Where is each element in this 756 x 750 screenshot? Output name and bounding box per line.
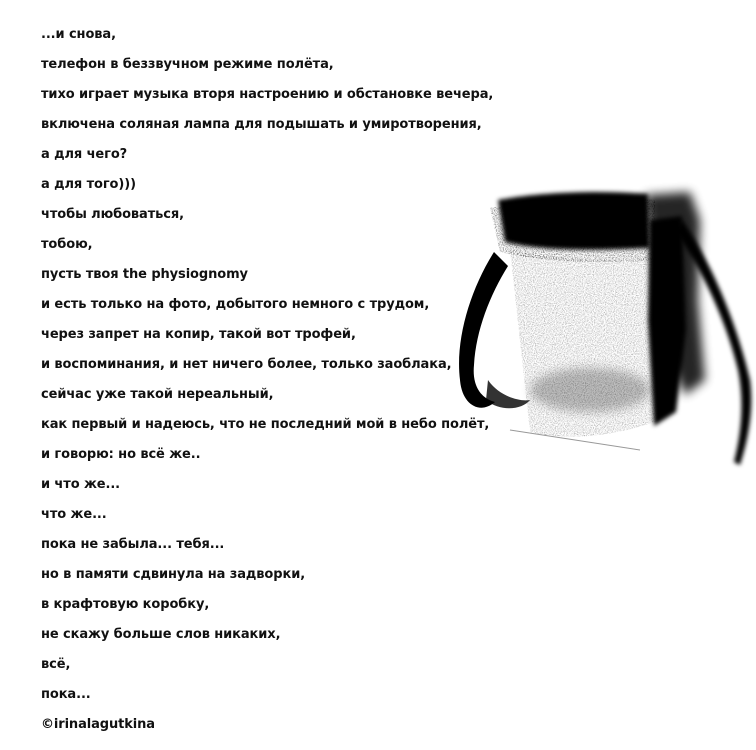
poem-line: сейчас уже такой нереальный, xyxy=(41,387,274,402)
poem-line: всё, xyxy=(41,657,71,672)
poem-line: а для того))) xyxy=(41,177,136,192)
poem-line: включена соляная лампа для подышать и умиротворения, xyxy=(41,117,482,132)
poem-line: и есть только на фото, добытого немного с трудом, xyxy=(41,297,430,312)
poem-line: ...и снова, xyxy=(41,27,116,42)
poem-line: в крафтовую коробку, xyxy=(41,597,210,612)
signature: ©irinalagutkina xyxy=(41,717,155,732)
poem-line: и что же... xyxy=(41,477,121,492)
poem-line: тобою, xyxy=(41,237,93,252)
poem-line: пока... xyxy=(41,687,91,702)
poem-line: через запрет на копир, такой вот трофей, xyxy=(41,327,356,342)
poem-line: тихо играет музыка вторя настроению и обстановке вечера, xyxy=(41,87,494,102)
poem-line: а для чего? xyxy=(41,147,128,162)
poem-line: пока не забыла... тебя... xyxy=(41,537,225,552)
poem-line: телефон в беззвучном режиме полёта, xyxy=(41,57,334,72)
poem-text xyxy=(41,20,493,740)
poem-line: и говорю: но всё же.. xyxy=(41,447,201,462)
poem-line: не скажу больше слов никаких, xyxy=(41,627,281,642)
poem-line: и воспоминания, и нет ничего более, только заоблака, xyxy=(41,357,452,372)
poem-line: что же... xyxy=(41,507,107,522)
gift-box-icon xyxy=(450,180,756,470)
poem-line: как первый и надеюсь, что не последний мой в небо полёт, xyxy=(41,417,490,432)
poem-line: пусть твоя the physiognomy xyxy=(41,267,248,282)
poem-line: чтобы любоваться, xyxy=(41,207,184,222)
poem-line: но в памяти сдвинула на задворки, xyxy=(41,567,306,582)
